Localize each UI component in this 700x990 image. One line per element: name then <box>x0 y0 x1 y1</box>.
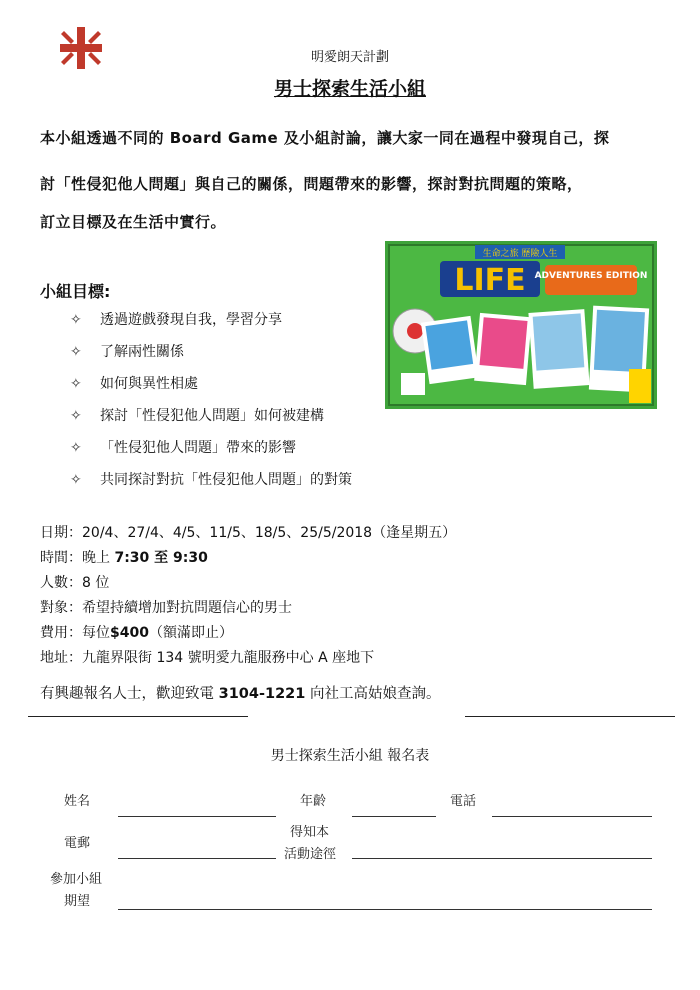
source-field[interactable] <box>352 858 652 859</box>
expectation-field[interactable] <box>118 909 652 910</box>
sparkle-bullet-icon: ✧ <box>70 344 82 360</box>
phone-label: 電話 <box>450 794 477 809</box>
name-label: 姓名 <box>64 794 91 809</box>
goal-item-2: ✧ 了解兩性關係 <box>70 344 184 360</box>
sparkle-bullet-icon: ✧ <box>70 440 82 456</box>
sparkle-bullet-icon: ✧ <box>70 312 82 328</box>
organization-name: 明愛朗天計劃 <box>310 50 389 65</box>
sparkle-bullet-icon: ✧ <box>70 408 82 424</box>
intro-line-3: 訂立目標及在生活中實行。 <box>40 213 227 231</box>
page-title: 男士探索生活小組 <box>273 78 426 100</box>
source-label-line-1: 得知本 <box>290 825 330 840</box>
sparkle-bullet-icon: ✧ <box>70 472 82 488</box>
form-title: 男士探索生活小組 報名表 <box>270 748 430 764</box>
intro-line-2: 討「性侵犯他人問題」與自己的關係，問題帶來的影響，探討對抗問題的策略， <box>40 175 583 193</box>
detail-address: 地址：九龍界限街 134 號明愛九龍服務中心 A 座地下 <box>40 650 375 666</box>
age-label: 年齡 <box>300 794 327 809</box>
detail-date: 日期：20/4、27/4、4/5、11/5、18/5、25/5/2018（逢星期五） <box>40 525 457 541</box>
detail-target: 對象：希望持續增加對抗問題信心的男士 <box>40 600 292 616</box>
goal-item-4: ✧ 探討「性侵犯他人問題」如何被建構 <box>70 408 324 424</box>
detail-time: 時間：晚上 7:30 至 9:30 <box>40 550 208 566</box>
goal-item-5: ✧ 「性侵犯他人問題」帶來的影響 <box>70 440 296 456</box>
intro-line-1: 本小組透過不同的 Board Game 及小組討論，讓大家一同在過程中發現自己，探 <box>40 129 610 147</box>
detail-fee: 費用：每位$400（額滿即止） <box>40 625 233 641</box>
contact-line: 有興趣報名人士，歡迎致電 3104-1221 向社工高姑娘查詢。 <box>40 686 441 702</box>
divider-right <box>465 716 675 717</box>
box-edition-text: ADVENTURES EDITION <box>534 271 648 281</box>
name-field[interactable] <box>118 816 276 817</box>
box-life-logo: LIFE <box>454 263 526 298</box>
expectation-label-line-1: 參加小組 <box>50 872 103 887</box>
game-of-life-box-image <box>385 241 657 409</box>
detail-people: 人數：8 位 <box>40 575 110 591</box>
email-label: 電郵 <box>64 836 91 851</box>
goal-item-6: ✧ 共同探討對抗「性侵犯他人問題」的對策 <box>70 472 352 488</box>
goal-item-3: ✧ 如何與異性相處 <box>70 376 198 392</box>
age-field[interactable] <box>352 816 436 817</box>
sparkle-bullet-icon: ✧ <box>70 376 82 392</box>
goals-heading: 小組目標: <box>40 282 111 301</box>
expectation-label-line-2: 期望 <box>64 894 91 909</box>
source-label-line-2: 活動途徑 <box>284 847 337 862</box>
goal-item-1: ✧ 透過遊戲發現自我，學習分享 <box>70 312 282 328</box>
email-field[interactable] <box>118 858 276 859</box>
box-chinese-title: 生命之旅 歷險人生 <box>482 249 558 259</box>
phone-field[interactable] <box>492 816 652 817</box>
divider-left <box>28 716 248 717</box>
